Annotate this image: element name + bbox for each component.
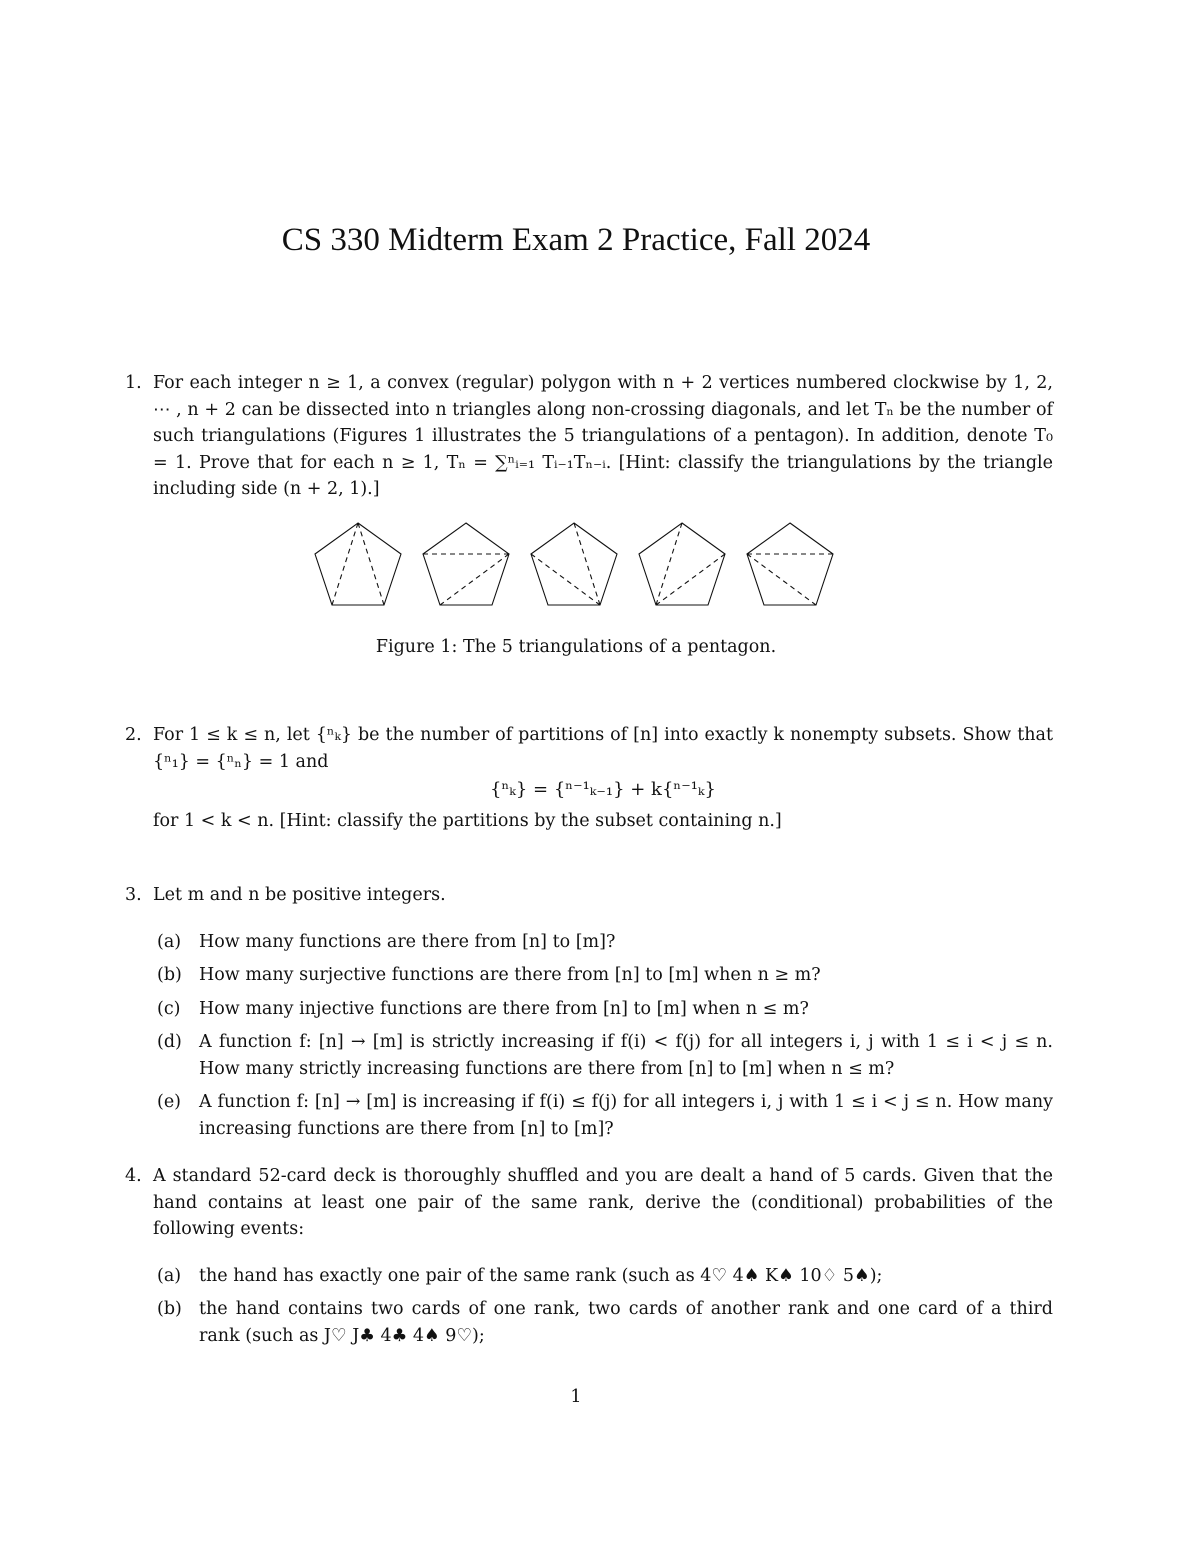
- problem-4: [125, 1163, 1053, 1349]
- subpart-label: (a): [157, 1265, 182, 1286]
- subpart-text: A function f: [n] → [m] is strictly increasing if f(i) < f(j) for all integers i, j with 1 ≤ i < j ≤ n. How many strictly increasing functions are there from [n] to [m] when n ≤ m?: [199, 1032, 1053, 1079]
- problem-1: [125, 370, 1053, 503]
- problem-text-hint: for 1 < k < n. [Hint: classify the partitions by the subset containing n.]: [153, 810, 782, 831]
- pentagon-5: [747, 523, 833, 605]
- subpart-e: [157, 1089, 1053, 1142]
- problem-number: 4.: [125, 1166, 142, 1186]
- problem-3: [125, 882, 1053, 1142]
- pentagon-2: [423, 523, 509, 605]
- pentagon-1: [315, 523, 401, 605]
- pentagon-3: [531, 523, 617, 605]
- pentagon-triangulations-figure: [308, 518, 848, 610]
- subpart-label: (e): [157, 1092, 182, 1112]
- subpart-label: (c): [157, 998, 181, 1019]
- subpart-label: (b): [157, 965, 182, 985]
- subpart-text: How many injective functions are there from [n] to [m] when n ≤ m?: [199, 998, 809, 1019]
- subpart-label: (a): [157, 931, 182, 952]
- subpart-label: (b): [157, 1299, 182, 1319]
- subpart-a: [157, 1263, 1053, 1290]
- subpart-text: How many functions are there from [n] to [m]?: [199, 931, 616, 952]
- subpart-b: [157, 962, 1053, 989]
- problem-number: 3.: [125, 885, 142, 905]
- pentagon-4: [639, 523, 725, 605]
- problem-2: [125, 722, 1053, 834]
- problem-text: Let m and n be positive integers.: [153, 885, 446, 905]
- subpart-a: [157, 929, 1053, 956]
- problem-text-intro: For 1 ≤ k ≤ n, let {ⁿₖ} be the number of partitions of [n] into exactly k nonempty subsets. Show that {ⁿ₁} = {ⁿₙ} = 1 and: [153, 725, 1053, 772]
- problem-text: A standard 52-card deck is thoroughly shuffled and you are dealt a hand of 5 cards. Given that the hand contains at least one pair of the same rank, derive the (conditional) probabilities of the following events:: [153, 1166, 1053, 1239]
- problem-text: For each integer n ≥ 1, a convex (regular) polygon with n + 2 vertices numbered clockwise by 1, 2, ⋯ , n + 2 can be dissected into n triangles along non-crossing diagonals, and let Tₙ be the number of such triangulations (Figures 1 illustrates the 5 triangulations of a pentagon). In addition, denote T₀ = 1. Prove that for each n ≥ 1, Tₙ = ∑ⁿᵢ₌₁ Tᵢ₋₁Tₙ₋ᵢ. [Hint: classify the triangulations by the triangle including side (n + 2, 1).]: [153, 373, 1053, 499]
- problem-number: 1.: [125, 373, 142, 393]
- stirling-recurrence-equation: {ⁿₖ} = {ⁿ⁻¹ₖ₋₁} + k{ⁿ⁻¹ₖ}: [490, 779, 716, 800]
- page-number: 1: [570, 1387, 582, 1407]
- problem-number: 2.: [125, 725, 142, 745]
- subpart-b: [157, 1296, 1053, 1349]
- subpart-text: How many surjective functions are there from [n] to [m] when n ≥ m?: [199, 965, 821, 985]
- subpart-text: the hand contains two cards of one rank, two cards of another rank and one card of a third rank (such as J♡ J♣ 4♣ 4♠ 9♡);: [199, 1299, 1053, 1346]
- subpart-text: A function f: [n] → [m] is increasing if f(i) ≤ f(j) for all integers i, j with 1 ≤ i < j ≤ n. How many increasing functions are there from [n] to [m]?: [199, 1092, 1053, 1139]
- figure-caption: Figure 1: The 5 triangulations of a pentagon.: [375, 637, 777, 657]
- subpart-text: the hand has exactly one pair of the same rank (such as 4♡ 4♠ K♠ 10♢ 5♠);: [199, 1265, 883, 1286]
- document-title: CS 330 Midterm Exam 2 Practice, Fall 2024: [281, 222, 871, 258]
- subpart-c: [157, 996, 1053, 1023]
- subpart-label: (d): [157, 1032, 182, 1052]
- subpart-d: [157, 1029, 1053, 1082]
